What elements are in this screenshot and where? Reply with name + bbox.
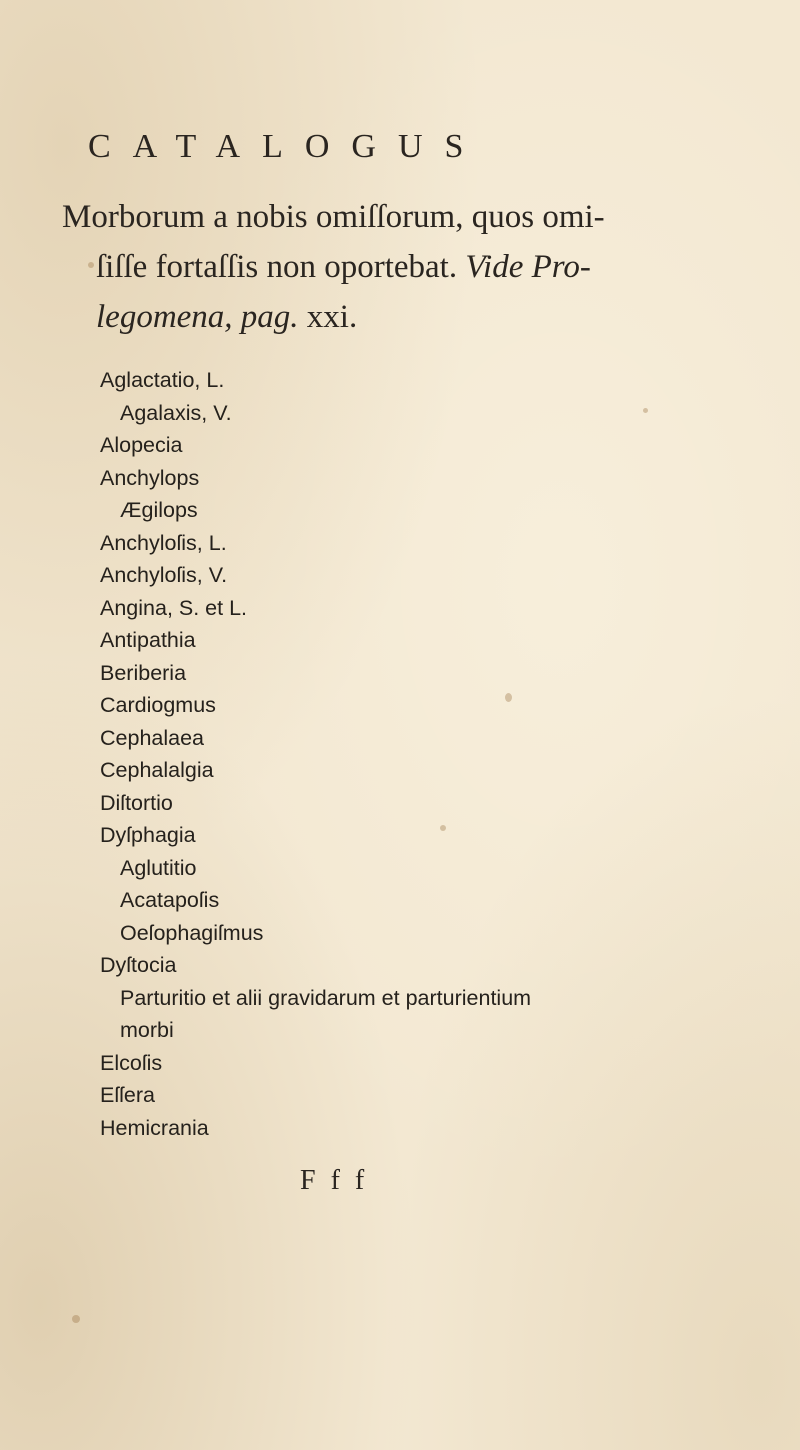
intro-line-2-italic: Vide Pro- — [465, 249, 591, 285]
list-item: Angina, S. et L. — [100, 595, 248, 620]
list-item: Acatapoſis — [120, 888, 220, 912]
intro-line-3 — [62, 292, 762, 342]
list-item: Anchyloſis, V. — [100, 563, 228, 587]
disease-list — [100, 364, 531, 1144]
list-item: Hemicrania — [100, 1115, 209, 1140]
list-item: Beriberia — [100, 660, 187, 685]
list-item: Anchyloſis, L. — [100, 530, 227, 555]
intro-line-1: Morborum a nobis omiſſorum, quos omi- — [62, 199, 605, 235]
intro-line-2-text: ſiſſe fortaſſis non oportebat. — [96, 249, 458, 285]
list-item: Aglutitio — [120, 855, 197, 880]
paper-speck — [505, 693, 512, 702]
list-item: Oeſophagiſmus — [120, 920, 264, 945]
paper-speck — [72, 1315, 80, 1323]
paper-speck — [440, 825, 446, 831]
intro-line-3-text: xxi. — [306, 299, 358, 335]
list-item: Dyſtocia — [100, 953, 177, 977]
list-item: Dyſphagia — [100, 823, 196, 847]
paper-speck — [643, 408, 648, 413]
list-item: Cardiogmus — [100, 693, 216, 717]
list-item: Cephalaea — [100, 725, 205, 750]
intro-line-2 — [62, 242, 762, 292]
list-item: Ægilops — [120, 498, 198, 522]
list-item: Antipathia — [100, 628, 196, 652]
list-item: Agalaxis, V. — [120, 400, 232, 425]
signature-mark: F f f — [300, 1165, 369, 1196]
list-item: Cephalalgia — [100, 758, 214, 782]
list-item: Diſtortio — [100, 790, 173, 815]
list-item: Aglactatio, L. — [100, 368, 225, 392]
list-item: Elcoſis — [100, 1050, 163, 1075]
intro-paragraph — [62, 192, 762, 342]
intro-line-3-italic: legomena, pag. — [96, 299, 299, 335]
list-item: morbi — [120, 1018, 174, 1042]
list-item: Alopecia — [100, 433, 183, 457]
paper-speck — [88, 262, 94, 268]
list-item: Parturitio et alii gravidarum et parturientium — [120, 985, 532, 1010]
catalogue-heading: CATALOGUS — [88, 128, 486, 165]
list-item: Anchylops — [100, 465, 200, 490]
list-item: Eſſera — [100, 1083, 155, 1107]
